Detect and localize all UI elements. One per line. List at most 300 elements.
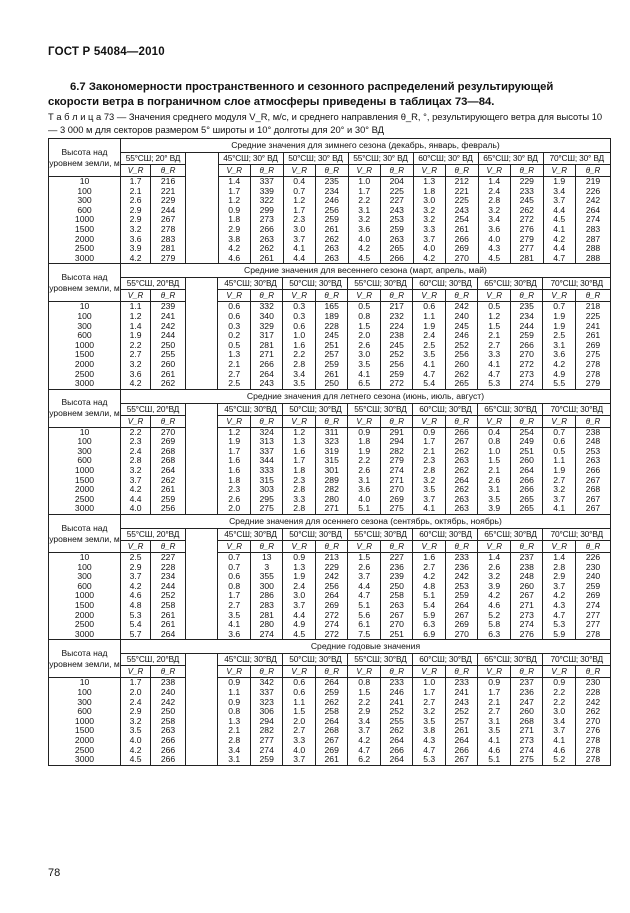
direction-header: θ_R (510, 541, 543, 553)
speed-cell: 0.6 (413, 302, 446, 312)
season-header-row (49, 640, 611, 654)
speed-cell: 0.9 (348, 427, 381, 437)
height-cell: 600 (49, 456, 121, 466)
direction-cell: 228 (575, 688, 610, 698)
direction-cell: 250 (315, 379, 348, 389)
height-cell: 2000 (49, 360, 121, 370)
direction-cell: 248 (510, 572, 543, 582)
sector-header: 65°СШ; 30°ВД (478, 529, 543, 541)
direction-cell: 263 (445, 504, 478, 514)
direction-cell: 218 (575, 302, 610, 312)
direction-cell: 237 (510, 553, 543, 563)
speed-cell: 5.9 (413, 611, 446, 621)
direction-cell: 258 (151, 717, 186, 727)
sector-header: 55°СШ; 30° ВД (348, 153, 413, 165)
speed-cell: 0.7 (218, 553, 251, 563)
direction-cell: 229 (151, 196, 186, 206)
direction-cell: 283 (576, 225, 611, 235)
wind-tables (48, 138, 611, 766)
direction-cell: 267 (315, 736, 348, 746)
sector-header: 70°СШ; 30°ВД (543, 654, 611, 666)
speed-cell: 1.7 (283, 456, 316, 466)
direction-cell: 270 (445, 630, 478, 640)
height-cell: 600 (49, 206, 121, 216)
speed-cell: 1.0 (348, 177, 381, 187)
direction-cell: 217 (380, 302, 413, 312)
direction-cell: 270 (575, 717, 610, 727)
speed-cell: 5.8 (478, 620, 511, 630)
direction-header: θ_R (380, 290, 413, 302)
sector-header: 60°СШ; 30°ВД (413, 529, 478, 541)
table-row (49, 504, 611, 514)
speed-cell: 0.5 (348, 302, 381, 312)
direction-cell: 262 (511, 206, 544, 216)
direction-cell: 221 (151, 187, 186, 197)
sector-header: 45°СШ; 30°ВД (218, 654, 283, 666)
speed-cell: 2.8 (283, 360, 316, 370)
speed-cell: 4.2 (543, 591, 576, 601)
height-cell: 100 (49, 187, 121, 197)
speed-cell: 5.4 (413, 601, 446, 611)
height-cell: 2000 (49, 235, 121, 245)
sector-header: 65°СШ; 30°ВД (478, 403, 543, 415)
direction-cell: 237 (510, 678, 543, 688)
direction-cell: 274 (250, 746, 283, 756)
speed-cell: 1.9 (543, 177, 576, 187)
table-row (49, 447, 611, 457)
table-caption: Т а б л и ц а 73 — Значения среднего модуля V_R, м/с, и среднего направления θ_R, °, результирующего ветра для высоты 10 — 3 000 м для секторов размером 5° широты и 10° долготы для 20° и 30° ВД (48, 111, 603, 135)
speed-cell: 4.2 (120, 485, 150, 495)
speed-cell: 6.3 (478, 630, 511, 640)
direction-cell: 261 (316, 225, 349, 235)
speed-cell: 1.8 (348, 437, 381, 447)
speed-cell: 4.4 (543, 206, 576, 216)
speed-cell: 4.1 (283, 244, 316, 254)
direction-cell: 243 (250, 379, 283, 389)
direction-cell: 281 (250, 341, 283, 351)
speed-cell: 3.7 (120, 572, 150, 582)
direction-header: θ_R (251, 165, 284, 177)
direction-cell: 266 (381, 254, 414, 264)
table-row (49, 196, 611, 206)
direction-cell: 258 (315, 707, 348, 717)
height-cell: 1000 (49, 466, 121, 476)
direction-cell: 269 (445, 620, 478, 630)
speed-cell: 0.4 (283, 177, 316, 187)
speed-cell: 1.9 (543, 466, 576, 476)
direction-header: θ_R (575, 290, 610, 302)
speed-cell: 1.1 (120, 302, 150, 312)
direction-cell: 244 (151, 206, 186, 216)
direction-cell: 233 (445, 553, 478, 563)
direction-cell: 238 (380, 331, 413, 341)
speed-cell: 0.8 (478, 437, 511, 447)
table-row (49, 476, 611, 486)
direction-cell: 238 (510, 563, 543, 573)
speed-cell: 3.2 (120, 466, 150, 476)
speed-cell: 3.6 (120, 235, 150, 245)
direction-cell: 271 (250, 350, 283, 360)
direction-cell: 262 (380, 726, 413, 736)
direction-cell: 272 (315, 611, 348, 621)
table-row (49, 553, 611, 563)
direction-cell: 245 (511, 196, 544, 206)
speed-cell: 2.2 (348, 698, 381, 708)
direction-cell: 259 (510, 331, 543, 341)
direction-cell: 250 (151, 341, 186, 351)
speed-cell: 3.2 (413, 206, 446, 216)
height-column-header: Высота над уровнем земли, м (49, 515, 121, 553)
speed-cell: 1.0 (413, 678, 446, 688)
direction-cell: 265 (510, 495, 543, 505)
direction-cell: 277 (575, 611, 610, 621)
direction-cell: 260 (445, 360, 478, 370)
speed-cell: 3.2 (478, 206, 511, 216)
table-row (49, 698, 611, 708)
speed-cell: 2.4 (283, 582, 316, 592)
speed-cell: 3.1 (543, 341, 576, 351)
speed-cell: 1.7 (283, 206, 316, 216)
table-row (49, 379, 611, 389)
direction-cell: 264 (151, 630, 186, 640)
direction-cell: 275 (575, 350, 610, 360)
direction-header: θ_R (315, 666, 348, 678)
direction-cell: 264 (380, 755, 413, 765)
direction-cell: 258 (151, 601, 186, 611)
direction-cell: 281 (250, 611, 283, 621)
direction-header: θ_R (445, 666, 478, 678)
speed-cell: 1.2 (218, 427, 251, 437)
direction-cell: 236 (380, 563, 413, 573)
speed-cell: 3.4 (543, 717, 576, 727)
direction-cell: 274 (250, 630, 283, 640)
height-cell: 10 (49, 553, 121, 563)
speed-cell: 0.8 (218, 582, 251, 592)
direction-cell: 286 (250, 591, 283, 601)
speed-cell: 2.6 (478, 476, 511, 486)
height-cell: 600 (49, 582, 121, 592)
table-row (49, 746, 611, 756)
height-cell: 100 (49, 563, 121, 573)
direction-cell: 227 (380, 553, 413, 563)
direction-cell: 277 (511, 244, 544, 254)
speed-cell: 4.3 (413, 736, 446, 746)
speed-header: V_R (348, 541, 381, 553)
speed-cell: 2.2 (348, 196, 381, 206)
speed-cell: 3.7 (413, 495, 446, 505)
direction-cell: 276 (510, 630, 543, 640)
speed-cell: 2.9 (218, 225, 251, 235)
direction-cell: 240 (575, 572, 610, 582)
season-header-row (49, 264, 611, 278)
speed-cell: 3.1 (218, 755, 251, 765)
direction-cell: 264 (576, 206, 611, 216)
speed-cell: 4.7 (348, 591, 381, 601)
speed-cell: 2.3 (283, 215, 316, 225)
direction-cell: 267 (510, 591, 543, 601)
sector-header: 60°СШ; 30°ВД (413, 278, 478, 290)
direction-cell: 291 (380, 427, 413, 437)
speed-cell: 2.7 (478, 707, 511, 717)
speed-cell: 1.2 (120, 312, 150, 322)
season-title: Средние значения для зимнего сезона (декабрь, январь, февраль) (120, 139, 610, 153)
direction-header: θ_R (250, 541, 283, 553)
sector-header: 60°СШ; 30°ВД (413, 403, 478, 415)
speed-header: V_R (543, 666, 576, 678)
speed-cell: 0.6 (283, 678, 316, 688)
sector-header: 60°СШ; 30° ВД (413, 153, 478, 165)
speed-header: V_R (478, 165, 511, 177)
speed-cell: 1.7 (218, 591, 251, 601)
direction-header: θ_R (510, 415, 543, 427)
height-cell: 10 (49, 302, 121, 312)
direction-cell: 306 (250, 707, 283, 717)
subheader-row (49, 290, 611, 302)
speed-cell: 4.2 (120, 379, 150, 389)
sector-header-row (49, 654, 611, 666)
speed-cell: 1.5 (348, 688, 381, 698)
speed-cell: 1.9 (218, 437, 251, 447)
direction-cell: 241 (575, 322, 610, 332)
direction-cell: 224 (380, 322, 413, 332)
speed-cell: 3.7 (543, 726, 576, 736)
direction-cell: 275 (250, 504, 283, 514)
direction-header: θ_R (576, 165, 611, 177)
speed-cell: 3.8 (413, 726, 446, 736)
direction-cell: 270 (510, 350, 543, 360)
speed-cell: 1.3 (283, 563, 316, 573)
direction-cell: 240 (151, 688, 186, 698)
direction-cell: 278 (575, 360, 610, 370)
speed-cell: 4.3 (543, 601, 576, 611)
direction-cell: 253 (575, 447, 610, 457)
speed-cell: 1.2 (218, 196, 251, 206)
speed-cell: 4.7 (413, 370, 446, 380)
speed-header: V_R (413, 666, 446, 678)
speed-cell: 2.5 (218, 379, 251, 389)
direction-cell: 289 (315, 476, 348, 486)
speed-cell: 0.6 (283, 322, 316, 332)
speed-header: V_R (348, 666, 381, 678)
direction-cell: 227 (381, 196, 414, 206)
sector-header: 55°СШ; 30°ВД (348, 529, 413, 541)
direction-cell: 235 (316, 177, 349, 187)
direction-cell: 234 (151, 572, 186, 582)
speed-cell: 3.6 (218, 630, 251, 640)
speed-cell: 5.3 (478, 379, 511, 389)
speed-cell: 3.3 (283, 495, 316, 505)
table-row (49, 437, 611, 447)
direction-cell: 263 (251, 235, 284, 245)
speed-cell: 3.0 (543, 707, 576, 717)
direction-cell: 13 (250, 553, 283, 563)
speed-cell: 4.7 (543, 611, 576, 621)
sector-header: 50°СШ; 30°ВД (283, 529, 348, 541)
sector-header: 65°СШ; 30°ВД (478, 278, 543, 290)
direction-cell: 273 (510, 611, 543, 621)
speed-header: V_R (348, 290, 381, 302)
direction-header: θ_R (445, 415, 478, 427)
speed-cell: 3.7 (348, 572, 381, 582)
speed-cell: 1.7 (413, 688, 446, 698)
speed-header: V_R (283, 415, 316, 427)
direction-header: θ_R (511, 165, 544, 177)
speed-header: V_R (218, 415, 251, 427)
direction-cell: 266 (380, 746, 413, 756)
speed-cell: 3.4 (348, 717, 381, 727)
table-row (49, 244, 611, 254)
height-cell: 600 (49, 331, 121, 341)
direction-cell: 267 (575, 504, 610, 514)
speed-cell: 0.4 (478, 427, 511, 437)
direction-cell: 278 (575, 736, 610, 746)
direction-header: θ_R (510, 290, 543, 302)
direction-cell: 225 (381, 187, 414, 197)
speed-cell: 3.1 (478, 717, 511, 727)
speed-cell: 3.2 (120, 717, 150, 727)
speed-cell: 1.8 (283, 466, 316, 476)
direction-cell: 269 (446, 244, 479, 254)
table-row (49, 611, 611, 621)
table-row (49, 485, 611, 495)
direction-cell: 278 (575, 755, 610, 765)
table-row (49, 254, 611, 264)
subheader-row (49, 415, 611, 427)
direction-cell: 264 (445, 601, 478, 611)
speed-cell: 1.3 (218, 717, 251, 727)
speed-cell: 2.1 (478, 698, 511, 708)
sector-header: 65°СШ; 30°ВД (478, 654, 543, 666)
direction-cell: 266 (510, 476, 543, 486)
speed-cell: 2.7 (120, 350, 150, 360)
page-number: 78 (48, 867, 61, 879)
wind-table-block (48, 639, 611, 765)
sector-gap (186, 153, 219, 264)
sector-header: 50°СШ; 30°ВД (283, 278, 348, 290)
height-cell: 1500 (49, 350, 121, 360)
speed-cell: 4.1 (218, 620, 251, 630)
direction-cell: 265 (445, 379, 478, 389)
speed-cell: 2.4 (120, 698, 150, 708)
direction-header: θ_R (380, 666, 413, 678)
height-cell: 10 (49, 678, 121, 688)
sector-header: 55°СШ, 20°ВД (120, 403, 185, 415)
table-row (49, 591, 611, 601)
height-cell: 10 (49, 177, 121, 187)
speed-cell: 0.5 (543, 447, 576, 457)
speed-cell: 1.5 (478, 322, 511, 332)
speed-cell: 1.2 (478, 312, 511, 322)
speed-header: V_R (120, 541, 150, 553)
height-cell: 2500 (49, 746, 121, 756)
season-header-row (49, 515, 611, 529)
speed-cell: 1.3 (283, 437, 316, 447)
direction-cell: 271 (510, 726, 543, 736)
speed-header: V_R (283, 541, 316, 553)
direction-cell: 260 (510, 707, 543, 717)
table-row (49, 572, 611, 582)
direction-cell: 337 (250, 688, 283, 698)
speed-cell: 4.0 (348, 235, 381, 245)
direction-cell: 262 (445, 370, 478, 380)
direction-cell: 268 (151, 456, 186, 466)
speed-cell: 5.1 (413, 591, 446, 601)
speed-cell: 1.9 (543, 312, 576, 322)
sector-header: 70°СШ; 30°ВД (543, 278, 611, 290)
direction-cell: 267 (445, 437, 478, 447)
sector-header: 55°СШ, 20°ВД (120, 529, 185, 541)
direction-header: θ_R (510, 666, 543, 678)
speed-cell: 4.4 (120, 495, 150, 505)
direction-cell: 355 (250, 572, 283, 582)
speed-cell: 4.2 (413, 254, 446, 264)
height-column-header: Высота над уровнем земли, м (49, 264, 121, 302)
height-cell: 1000 (49, 717, 121, 727)
direction-cell: 275 (510, 755, 543, 765)
direction-cell: 294 (380, 437, 413, 447)
speed-cell: 2.6 (218, 495, 251, 505)
speed-cell: 1.6 (218, 466, 251, 476)
speed-cell: 0.7 (218, 563, 251, 573)
speed-cell: 3.0 (283, 225, 316, 235)
speed-cell: 2.3 (283, 476, 316, 486)
speed-cell: 4.6 (120, 591, 150, 601)
speed-cell: 2.2 (543, 688, 576, 698)
speed-cell: 1.2 (283, 427, 316, 437)
direction-cell: 238 (575, 427, 610, 437)
direction-header: θ_R (315, 415, 348, 427)
sector-header: 45°СШ; 30°ВД (218, 529, 283, 541)
season-header-row (49, 139, 611, 153)
direction-cell: 337 (250, 447, 283, 457)
direction-cell: 260 (151, 360, 186, 370)
speed-cell: 2.1 (120, 187, 150, 197)
speed-cell: 5.3 (543, 620, 576, 630)
height-cell: 2500 (49, 244, 121, 254)
speed-header: V_R (413, 165, 446, 177)
direction-cell: 264 (315, 591, 348, 601)
speed-cell: 0.8 (348, 312, 381, 322)
direction-cell: 244 (151, 582, 186, 592)
direction-cell: 250 (380, 582, 413, 592)
direction-cell: 313 (250, 437, 283, 447)
direction-cell: 288 (576, 254, 611, 264)
speed-cell: 4.3 (478, 244, 511, 254)
speed-header: V_R (218, 165, 251, 177)
direction-cell: 263 (380, 601, 413, 611)
speed-cell: 0.6 (218, 302, 251, 312)
direction-cell: 270 (380, 485, 413, 495)
direction-cell: 266 (510, 341, 543, 351)
direction-cell: 280 (250, 620, 283, 630)
speed-cell: 0.3 (283, 302, 316, 312)
speed-cell: 2.7 (218, 601, 251, 611)
sector-gap (185, 278, 218, 389)
direction-cell: 273 (510, 370, 543, 380)
direction-header: θ_R (381, 165, 414, 177)
speed-cell: 3.7 (120, 476, 150, 486)
direction-cell: 262 (151, 379, 186, 389)
height-cell: 1500 (49, 726, 121, 736)
height-cell: 3000 (49, 379, 121, 389)
speed-cell: 0.5 (218, 341, 251, 351)
direction-cell: 266 (151, 746, 186, 756)
speed-cell: 2.8 (283, 504, 316, 514)
speed-header: V_R (120, 666, 150, 678)
direction-cell: 261 (445, 726, 478, 736)
direction-cell: 279 (151, 254, 186, 264)
direction-cell: 189 (315, 312, 348, 322)
